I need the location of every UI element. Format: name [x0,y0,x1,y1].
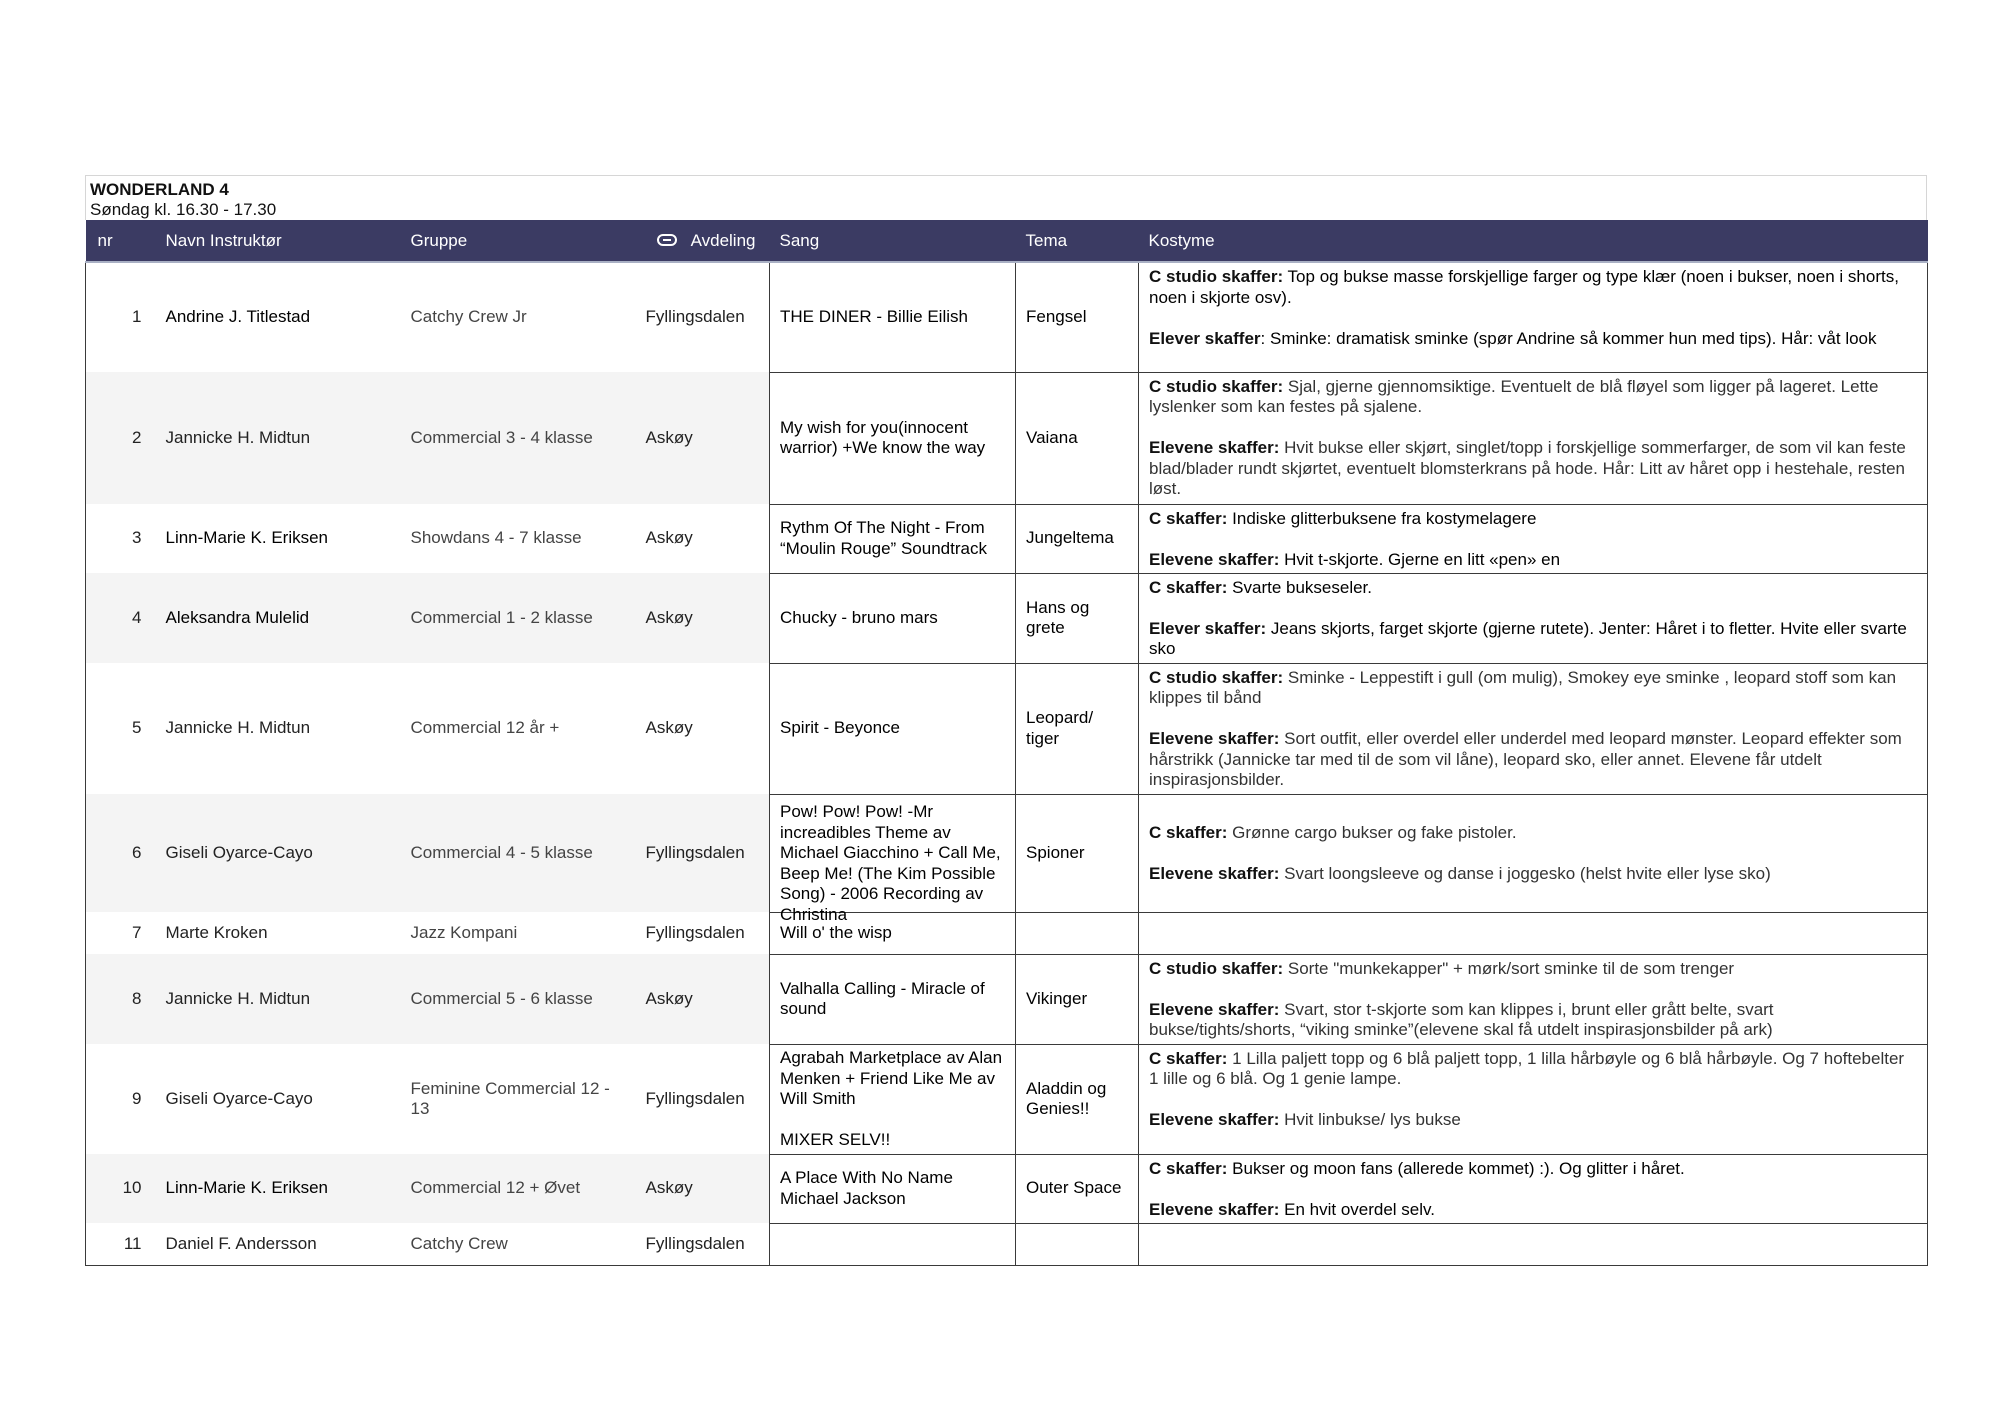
sheet-subtitle: Søndag kl. 16.30 - 17.30 [90,200,277,219]
sheet-title-box [85,175,1927,220]
kostyme-text-1: Sorte "munkekapper" + mørk/sort sminke til de som trenger [1283,958,1735,978]
kostyme-label-2: Elevene skaffer: [1149,438,1280,457]
kostyme-label-1: C studio skaffer: [1149,667,1284,687]
cell-kostyme[interactable] [1139,1154,1928,1223]
table-row [86,954,1928,1044]
kostyme-line-1 [1149,578,1917,599]
cell-nr[interactable]: 6 [86,794,156,912]
kostyme-label-2: Elever skaffer [1149,328,1261,348]
cell-song[interactable] [770,794,1016,924]
cell-avdeling[interactable]: Askøy [638,954,770,1044]
cell-name[interactable]: Giseli Oyarce-Cayo [156,794,401,912]
header-nr[interactable]: nr [86,220,156,262]
cell-tema[interactable]: Jungeltema [1016,504,1139,573]
cell-group[interactable]: Commercial 4 - 5 klasse [401,794,638,912]
cell-nr[interactable]: 4 [86,573,156,663]
cell-tema[interactable]: Vaiana [1016,372,1139,504]
cell-avdeling[interactable]: Askøy [638,372,770,504]
song-text: THE DINER - Billie Eilish [780,307,968,326]
kostyme-label-2: Elever skaffer: [1149,618,1267,638]
cell-name[interactable]: Jannicke H. Midtun [156,372,401,504]
kostyme-label-1: C skaffer: [1149,508,1228,528]
cell-avdeling[interactable]: Fyllingsdalen [645,307,745,327]
kostyme-text-2: Hvit t-skjorte. Gjerne en litt «pen» en [1279,549,1561,569]
cell-song[interactable] [770,954,1016,1044]
cell-kostyme[interactable] [1139,504,1928,573]
kostyme-line-2 [1149,864,1917,885]
kostyme-label-1: C skaffer: [1149,577,1228,597]
cell-nr[interactable]: 9 [132,1088,142,1108]
cell-nr[interactable]: 3 [132,528,142,548]
cell-group[interactable]: Jazz Kompani [410,922,518,942]
kostyme-label-1: C skaffer: [1149,1048,1228,1068]
cell-song[interactable] [770,504,1016,573]
kostyme-text-2: Hvit bukse eller skjørt, singlet/topp i forskjellige sommerfarger, de som vil kan feste blad/blader rundt skjørtet, eventuelt blomsterkrans på hode. Hår: Litt av håret opp i hestehale, resten løst. [1149,438,1906,498]
table-row [86,372,1928,504]
kostyme-line-1 [1149,1049,1917,1090]
cell-avdeling[interactable]: Askøy [638,1154,770,1223]
table-row [86,573,1928,663]
kostyme-line-2 [1149,1110,1917,1131]
table-body [86,262,1928,1265]
song-text: Will o' the wisp [780,922,892,942]
kostyme-line-1 [1149,377,1917,418]
kostyme-text-2: Svart loongsleeve og danse i joggesko (helst hvite eller lyse sko) [1279,864,1771,884]
kostyme-text-1: 1 Lilla paljett topp og 6 blå paljett topp, 1 lilla hårbøyle og 6 blå hårbøyle. Og 7 hoftebelter 1 lille og 6 blå. Og 1 genie lampe. [1149,1048,1905,1088]
sheet-title: WONDERLAND 4 [90,180,229,199]
kostyme-label-1: C skaffer: [1149,1158,1228,1178]
song-text: Spirit - Beyonce [780,718,900,738]
schedule-sheet [85,175,1927,1266]
cell-avdeling[interactable]: Askøy [645,718,693,738]
kostyme-text-2: Jeans skjorts, farget skjorte (gjerne rutete). Jenter: Håret i to fletter. Hvite eller svarte sko [1149,618,1907,658]
cell-tema[interactable]: Vikinger [1016,954,1139,1044]
kostyme-text-1: Bukser og moon fans (allerede kommet) :). Og glitter i håret. [1227,1158,1685,1178]
cell-kostyme[interactable] [1139,794,1928,912]
header-kostyme[interactable]: Kostyme [1139,220,1928,262]
kostyme-label-2: Elevene skaffer: [1149,1110,1280,1129]
table-row [86,1223,1928,1265]
kostyme-text-1: Grønne cargo bukser og fake pistoler. [1227,823,1517,843]
kostyme-text-2: : Sminke: dramatisk sminke (spør Andrine så kommer hun med tips). Hår: våt look [1260,328,1877,348]
cell-tema[interactable]: Fengsel [1016,262,1139,372]
schedule-table [85,220,1928,1266]
kostyme-line-2 [1149,1000,1917,1041]
kostyme-label-2: Elevene skaffer: [1149,864,1280,884]
header-name[interactable]: Navn Instruktør [156,220,401,262]
cell-song[interactable] [770,1223,1016,1265]
kostyme-line-2 [1149,1200,1917,1221]
kostyme-text-2: Hvit linbukse/ lys bukse [1279,1110,1461,1129]
cell-name[interactable]: Aleksandra Mulelid [156,573,401,663]
cell-name[interactable]: Andrine J. Titlestad [165,307,311,327]
cell-name[interactable]: Jannicke H. Midtun [156,954,401,1044]
kostyme-line-1 [1149,668,1917,709]
kostyme-line-1 [1149,823,1917,844]
cell-group[interactable]: Commercial 3 - 4 klasse [401,372,638,504]
kostyme-line-1 [1149,509,1917,530]
table-row [86,1044,1928,1154]
cell-kostyme[interactable] [1139,573,1928,663]
table-row [86,504,1928,573]
cell-kostyme[interactable] [1139,912,1928,954]
cell-kostyme[interactable] [1139,262,1928,372]
header-tema[interactable]: Tema [1016,220,1139,262]
kostyme-label-2: Elevene skaffer: [1149,999,1280,1019]
cell-name[interactable]: Linn-Marie K. Eriksen [156,1154,401,1223]
cell-nr[interactable]: 7 [132,922,142,942]
cell-kostyme[interactable] [1139,954,1928,1044]
kostyme-text-2: Sort outfit, eller overdel eller underdel med leopard mønster. Leopard effekter som hårstrikk (Jannicke tar med til de som vil låne), leopard sko, eller annet. Elevene får utdelt inspirasjonsbilder. [1149,729,1902,789]
kostyme-line-1 [1149,959,1917,980]
cell-group[interactable]: Commercial 1 - 2 klasse [401,573,638,663]
kostyme-text-1: Sminke - Leppestift i gull (om mulig), Smokey eye sminke , leopard stoff som kan klippes til bånd [1149,667,1897,707]
table-row [86,912,1928,954]
cell-name[interactable]: Linn-Marie K. Eriksen [165,528,329,548]
cell-nr[interactable]: 11 [123,1233,142,1253]
song-text: Pow! Pow! Pow! -Mr increadibles Theme av Michael Giacchino + Call Me, Beep Me! (The Kim Possible Song) - 2006 Recording av Christina [780,802,1001,924]
song-text: Valhalla Calling - Miracle of sound [780,978,985,1018]
cell-group[interactable]: Catchy Crew Jr [410,307,527,327]
cell-group[interactable]: Commercial 12 år + [410,718,560,738]
cell-nr[interactable]: 1 [132,307,142,327]
cell-avdeling[interactable]: Fyllingsdalen [645,1233,745,1253]
cell-kostyme[interactable] [1139,663,1928,794]
cell-nr[interactable]: 2 [86,372,156,504]
header-avdeling-label: Avdeling [690,230,756,250]
header-avdeling[interactable] [638,220,770,262]
kostyme-line-2 [1149,329,1917,350]
table-row [86,262,1928,372]
cell-song[interactable] [770,1044,1016,1154]
cell-song[interactable] [770,663,1016,794]
cell-tema[interactable] [1016,912,1139,954]
cell-song[interactable] [770,573,1016,663]
kostyme-text-1: Svarte bukseseler. [1227,577,1372,597]
cell-song[interactable] [770,262,1016,372]
cell-tema[interactable]: Leopard/ tiger [1016,663,1139,794]
cell-tema[interactable]: Spioner [1016,794,1139,912]
cell-tema[interactable] [1016,1223,1139,1265]
song-text: A Place With No Name Michael Jackson [780,1168,953,1208]
kostyme-text-1: Sjal, gjerne gjennomsiktige. Eventuelt de blå fløyel som ligger på lageret. Lette lyslenker som kan festes på sjalene. [1149,376,1879,416]
cell-name[interactable]: Daniel F. Andersson [165,1233,317,1253]
kostyme-label-2: Elevene skaffer: [1149,1199,1280,1219]
cell-group[interactable]: Commercial 12 + Øvet [401,1154,638,1223]
kostyme-line-1 [1149,1159,1917,1180]
cell-song[interactable] [770,1154,1016,1223]
kostyme-text-2: En hvit overdel selv. [1279,1199,1435,1219]
kostyme-text-2: Svart, stor t-skjorte som kan klippes i, brunt eller grått belte, svart bukse/tights/shorts, “viking sminke”(elevene skal få utdelt inspirasjonsbilder på ark) [1149,999,1774,1039]
table-row [86,1154,1928,1223]
cell-avdeling[interactable]: Askøy [645,528,693,548]
cell-avdeling[interactable]: Fyllingsdalen [638,794,770,912]
cell-tema[interactable]: Hans og grete [1016,573,1139,663]
song-text: Agrabah Marketplace av Alan Menken + Friend Like Me av Will Smith [780,1048,1003,1108]
kostyme-label-2: Elevene skaffer: [1149,549,1280,569]
kostyme-label-1: C studio skaffer: [1149,267,1284,286]
kostyme-text-1: Top og bukse masse forskjellige farger og type klær (noen i bukser, noen i shorts, noen i skjorte osv). [1149,267,1899,307]
kostyme-line-2 [1149,619,1917,660]
cell-avdeling[interactable]: Fyllingsdalen [645,1088,745,1108]
header-song[interactable]: Sang [770,220,1016,262]
kostyme-label-1: C studio skaffer: [1149,376,1284,396]
cell-name[interactable]: Jannicke H. Midtun [165,718,311,738]
cell-name[interactable]: Marte Kroken [165,922,268,942]
cell-nr[interactable]: 8 [86,954,156,1044]
cell-kostyme[interactable] [1139,372,1928,504]
kostyme-label-1: C skaffer: [1149,823,1228,843]
kostyme-label-2: Elevene skaffer: [1149,729,1280,748]
cell-tema[interactable]: Outer Space [1016,1154,1139,1223]
kostyme-line-2 [1149,550,1917,571]
cell-group[interactable]: Commercial 5 - 6 klasse [401,954,638,1044]
cell-nr[interactable]: 5 [132,718,142,738]
cell-group[interactable]: Showdans 4 - 7 klasse [410,528,582,548]
cell-name[interactable]: Giseli Oyarce-Cayo [165,1088,313,1108]
cell-avdeling[interactable]: Fyllingsdalen [645,922,745,942]
cell-group[interactable]: Catchy Crew [410,1233,508,1253]
cell-kostyme[interactable] [1139,1223,1928,1265]
cell-nr[interactable]: 10 [86,1154,156,1223]
kostyme-line-1 [1149,267,1917,308]
kostyme-line-2 [1149,729,1917,791]
table-row [86,794,1928,912]
header-row [86,220,1928,262]
cell-song[interactable] [770,372,1016,504]
song-text: Chucky - bruno mars [780,607,938,627]
kostyme-label-1: C studio skaffer: [1149,958,1284,978]
cell-avdeling[interactable]: Askøy [638,573,770,663]
kostyme-line-2 [1149,438,1917,500]
filter-icon[interactable] [657,234,677,246]
kostyme-text-1: Indiske glitterbuksene fra kostymelagere [1227,508,1537,528]
cell-kostyme[interactable] [1139,1044,1928,1154]
header-group[interactable]: Gruppe [401,220,638,262]
cell-tema[interactable]: Aladdin og Genies!! [1016,1044,1139,1154]
song-text: My wish for you(innocent warrior) +We know the way [780,417,986,457]
song-text: Rythm Of The Night - From “Moulin Rouge” Soundtrack [780,518,987,558]
table-row [86,663,1928,794]
song-extra: MIXER SELV!! [780,1130,891,1149]
cell-group[interactable]: Feminine Commercial 12 - 13 [410,1078,610,1118]
